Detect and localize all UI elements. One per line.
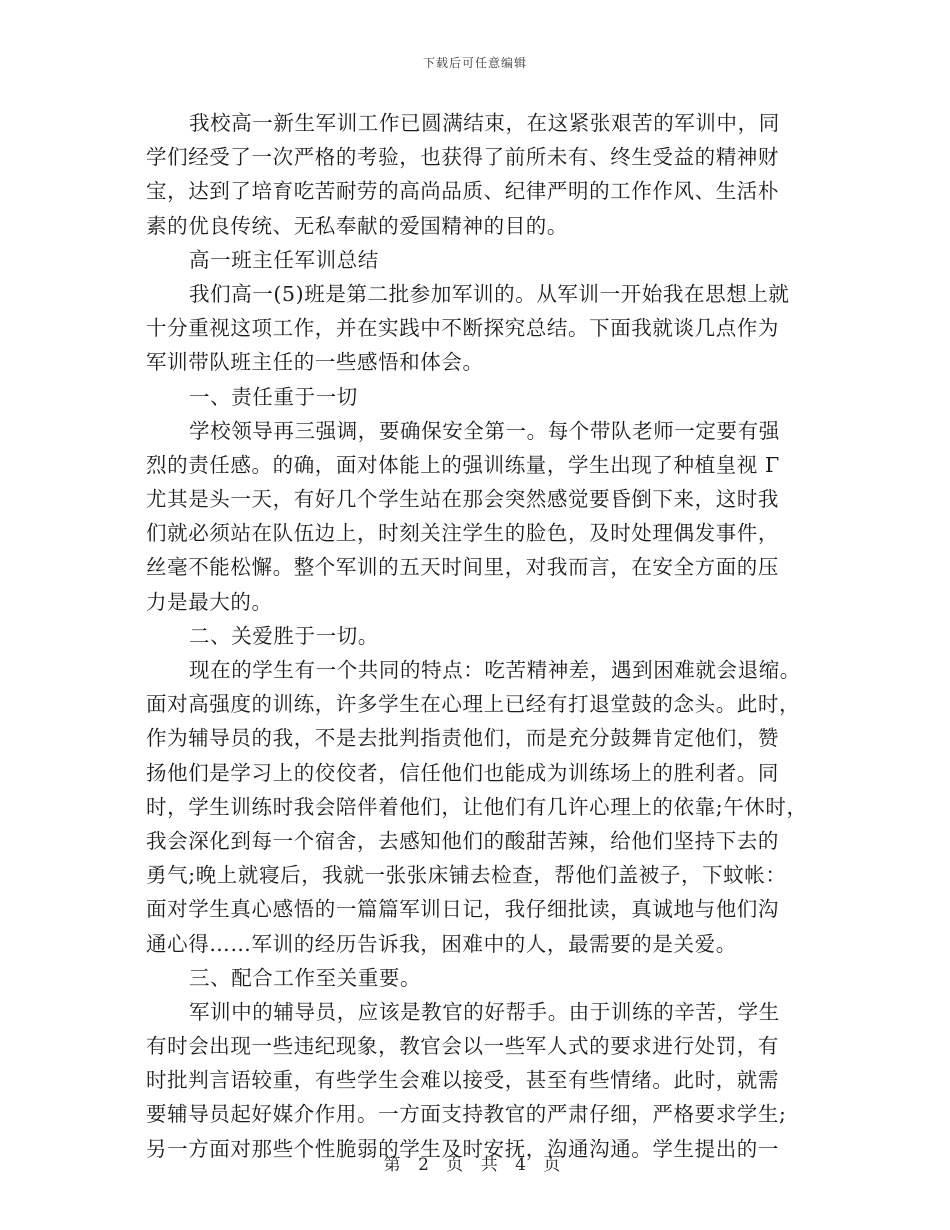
text-line: 勇气;晚上就寝后，我就一张张床铺去检查，帮他们盖被子，下蚊帐：: [146, 863, 787, 888]
text-line: 作为辅导员的我，不是去批判指责他们，而是充分鼓舞肯定他们，赞: [146, 726, 779, 751]
document-body: [146, 106, 806, 1166]
text-line: 十分重视这项工作，并在实践中不断探究总结。下面我就谈几点作为: [146, 316, 779, 341]
text-line: 一、责任重于一切: [189, 384, 358, 409]
text-line: 我校高一新生军训工作已圆满结束，在这紧张艰苦的军训中，同: [189, 111, 780, 135]
page-number: 第 2 页 共 4 页: [383, 1155, 567, 1175]
text-line: 力是最大的。: [146, 589, 273, 614]
text-line: 面对高强度的训练，许多学生在心理上已经有打退堂鼓的念头。此时，: [146, 692, 801, 717]
text-line: 烈的责任感。的确，面对体能上的强训练量，学生出现了种植皇视 Γ: [146, 452, 780, 477]
text-line: 时，学生训练时我会陪伴着他们，让他们有几许心理上的依靠;午休时，: [146, 794, 808, 819]
text-line: 丝毫不能松懈。整个军训的五天时间里，对我而言，在安全方面的压: [146, 555, 779, 580]
text-line: 面对学生真心感悟的一篇篇军训日记，我仔细批读，真诚地与他们沟: [146, 897, 779, 922]
text-line: 三、配合工作至关重要。: [189, 965, 422, 990]
text-line: 另一方面对那些个性脆弱的学生及时安抚，沟通沟通。学生提出的一: [146, 1136, 779, 1161]
text-line: 学校领导再三强调，要确保安全第一。每个带队老师一定要有强: [189, 418, 780, 443]
text-line: 二、关爱胜于一切。: [189, 623, 379, 648]
text-line: 军训中的辅导员，应该是教官的好帮手。由于训练的辛苦，学生: [189, 999, 780, 1024]
text-line: 时批判言语较重，有些学生会难以接受，甚至有些情绪。此时，就需: [146, 1068, 779, 1093]
text-line: 高一班主任军训总结: [189, 247, 379, 272]
text-line: 通心得……军训的经历告诉我，困难中的人，最需要的是关爱。: [146, 931, 737, 956]
text-line: 我们高一(5)班是第二批参加军训的。从军训一开始我在思想上就: [189, 281, 790, 306]
text-line: 们就必须站在队伍边上，时刻关注学生的脸色，及时处理偶发事件，: [146, 521, 779, 546]
page-header: 下载后可任意编辑: [422, 56, 527, 70]
text-line: 我会深化到每一个宿舍，去感知他们的酸甜苦辣，给他们坚持下去的: [146, 828, 779, 853]
text-line: 宝，达到了培育吃苦耐劳的高尚品质、纪律严明的工作作风、生活朴: [146, 179, 779, 204]
text-line: 现在的学生有一个共同的特点：吃苦精神差，遇到困难就会退缩。: [189, 658, 801, 682]
text-line: 尤其是头一天，有好几个学生站在那会突然感觉要昏倒下来，这时我: [146, 487, 779, 512]
text-line: 军训带队班主任的一些感悟和体会。: [146, 350, 484, 375]
text-line: 有时会出现一些违纪现象，教官会以一些军人式的要求进行处罚，有: [146, 1034, 779, 1059]
text-line: 素的优良传统、无私奉献的爱国精神的目的。: [146, 213, 568, 238]
text-line: 要辅导员起好媒介作用。一方面支持教官的严肃仔细，严格要求学生;: [146, 1102, 787, 1127]
text-line: 扬他们是学习上的佼佼者，信任他们也能成为训练场上的胜利者。同: [146, 760, 779, 785]
text-line: 学们经受了一次严格的考验，也获得了前所未有、终生受益的精神财: [146, 145, 779, 170]
